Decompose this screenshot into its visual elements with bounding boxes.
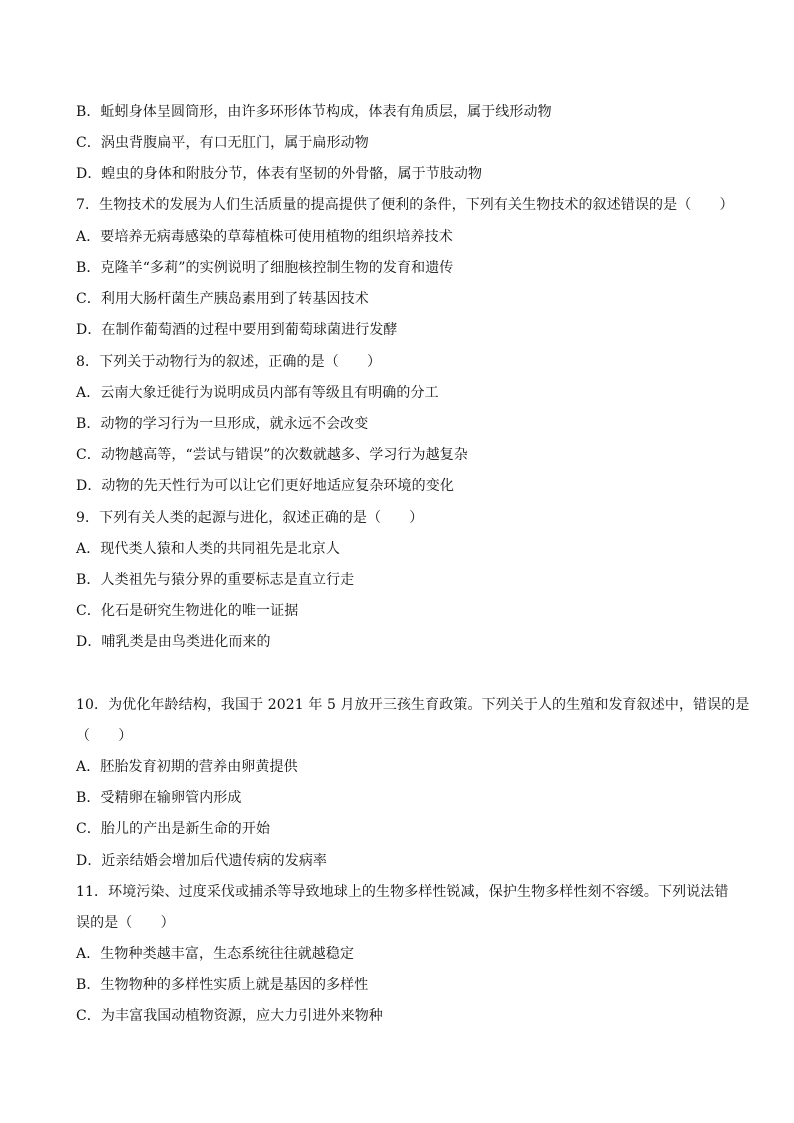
option-line: D．哺乳类是由鸟类进化而来的 <box>76 634 271 650</box>
option-line: B．人类祖先与猿分界的重要标志是直立行走 <box>76 572 355 588</box>
question-10-stem-cont: （ ） <box>76 728 133 744</box>
option-line: B．生物物种的多样性实质上就是基因的多样性 <box>76 977 369 993</box>
option-line: C．动物越高等，“尝试与错误”的次数就越多、学习行为越复杂 <box>76 447 468 463</box>
option-line: A．胚胎发育初期的营养由卵黄提供 <box>76 759 298 775</box>
option-line: C．涡虫背腹扁平，有口无肛门，属于扁形动物 <box>76 135 369 151</box>
option-line: D．在制作葡萄酒的过程中要用到葡萄球菌进行发酵 <box>76 322 398 338</box>
option-line: C．化石是研究生物进化的唯一证据 <box>76 603 299 619</box>
option-line: C．利用大肠杆菌生产胰岛素用到了转基因技术 <box>76 291 369 307</box>
option-line: B．蚯蚓身体呈圆筒形，由许多环形体节构成，体表有角质层，属于线形动物 <box>76 104 552 120</box>
option-line: D．近亲结婚会增加后代遗传病的发病率 <box>76 853 328 869</box>
option-line: A．要培养无病毒感染的草莓植株可使用植物的组织培养技术 <box>76 229 453 245</box>
option-line: A．现代类人猿和人类的共同祖先是北京人 <box>76 541 341 557</box>
option-line: B．克隆羊“多莉”的实例说明了细胞核控制生物的发育和遗传 <box>76 260 454 276</box>
question-11-stem-cont: 误的是（ ） <box>76 915 175 931</box>
question-7-stem: 7．生物技术的发展为人们生活质量的提高提供了便利的条件，下列有关生物技术的叙述错误的是（ ） <box>76 197 734 213</box>
question-8-stem: 8．下列关于动物行为的叙述，正确的是（ ） <box>76 354 382 370</box>
option-line: D．动物的先天性行为可以让它们更好地适应复杂环境的变化 <box>76 478 454 494</box>
option-line: C．胎儿的产出是新生命的开始 <box>76 821 271 837</box>
option-line: D．蝗虫的身体和附肢分节，体表有坚韧的外骨骼，属于节肢动物 <box>76 166 483 182</box>
option-line: B．动物的学习行为一旦形成，就永远不会改变 <box>76 416 369 432</box>
option-line: A．云南大象迁徙行为说明成员内部有等级且有明确的分工 <box>76 385 439 401</box>
option-line: A．生物种类越丰富，生态系统往往就越稳定 <box>76 946 355 962</box>
option-line: C．为丰富我国动植物资源，应大力引进外来物种 <box>76 1008 383 1024</box>
option-line: B．受精卵在输卵管内形成 <box>76 790 242 806</box>
question-9-stem: 9．下列有关人类的起源与进化，叙述正确的是（ ） <box>76 510 424 526</box>
question-11-stem: 11．环境污染、过度采伐或捕杀等导致地球上的生物多样性锐减，保护生物多样性刻不容缓。下列说法错 <box>76 884 729 900</box>
question-10-stem: 10．为优化年龄结构，我国于 2021 年 5 月放开三孩生育政策。下列关于人的生殖和发育叙述中，错误的是 <box>76 697 750 713</box>
